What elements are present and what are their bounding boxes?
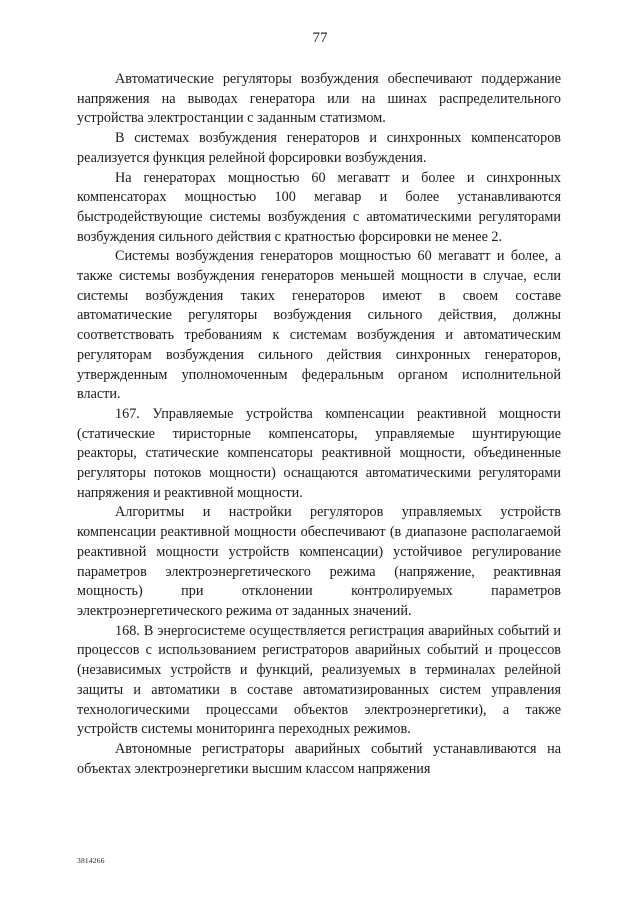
paragraph-excitation-requirements: Системы возбуждения генераторов мощностью 60 мегаватт и более, а также системы возбуждения генераторов меньшей мощности в случае, если системы возбуждения таких генераторов имеют в своем составе автоматические регуляторы возбуждения сильного действия, должны соответствовать требованиям к системам возбуждения и автоматическим регуляторам возбуждения сильного действия синхронных генераторов, утвержденным уполномоченным федеральным органом исполнительной власти. bbox=[77, 248, 561, 403]
page-number: 77 bbox=[312, 30, 328, 46]
paragraph-relay-forcing: В системах возбуждения генераторов и синхронных компенсаторов реализуется функция релейной форсировки возбуждения. bbox=[77, 130, 561, 166]
paragraph-fast-excitation: На генераторах мощностью 60 мегаватт и более и синхронных компенсаторах мощностью 100 мегавар и более устанавливаются быстродействующие системы возбуждения с автоматическими регуляторами возбуждения сильного действия с кратностью форсировки не менее 2. bbox=[77, 169, 561, 245]
paragraph-clause-168: 168. В энергосистеме осуществляется регистрация аварийных событий и процессов с использованием регистраторов аварийных событий и процессов (независимых устройств и функций, реализуемых в терминалах релейной защиты и автоматики в составе автоматизированных систем управления технологическими процессами объектов электроэнергетики), а также устройств системы мониторинга переходных режимов. bbox=[77, 622, 561, 738]
document-code: 3814266 bbox=[77, 856, 105, 865]
paragraph-clause-167: 167. Управляемые устройства компенсации реактивной мощности (статические тиристорные компенсаторы, управляемые шунтирующие реакторы, статические компенсаторы реактивной мощности, объединенные регуляторы потоков мощности) оснащаются автоматическими регуляторами напряжения и реактивной мощности. bbox=[77, 405, 561, 501]
paragraph-autonomous-recorders: Автономные регистраторы аварийных событий устанавливаются на объектах электроэнергетики высшим классом напряжения bbox=[77, 740, 561, 777]
paragraph-regulator-algorithms: Алгоритмы и настройки регуляторов управляемых устройств компенсации реактивной мощности обеспечивают (в диапазоне располагаемой реактивной мощности устройств компенсации) устойчивое регулирование параметров электроэнергетического режима (напряжение, реактивная мощность) при отклонении контролируемых параметров электроэнергетического режима от заданных значений. bbox=[77, 504, 561, 619]
paragraph-avr-voltage: Автоматические регуляторы возбуждения обеспечивают поддержание напряжения на выводах генератора или на шинах распределительного устройства электростанции с заданным статизмом. bbox=[77, 71, 561, 127]
document-body bbox=[77, 70, 561, 779]
